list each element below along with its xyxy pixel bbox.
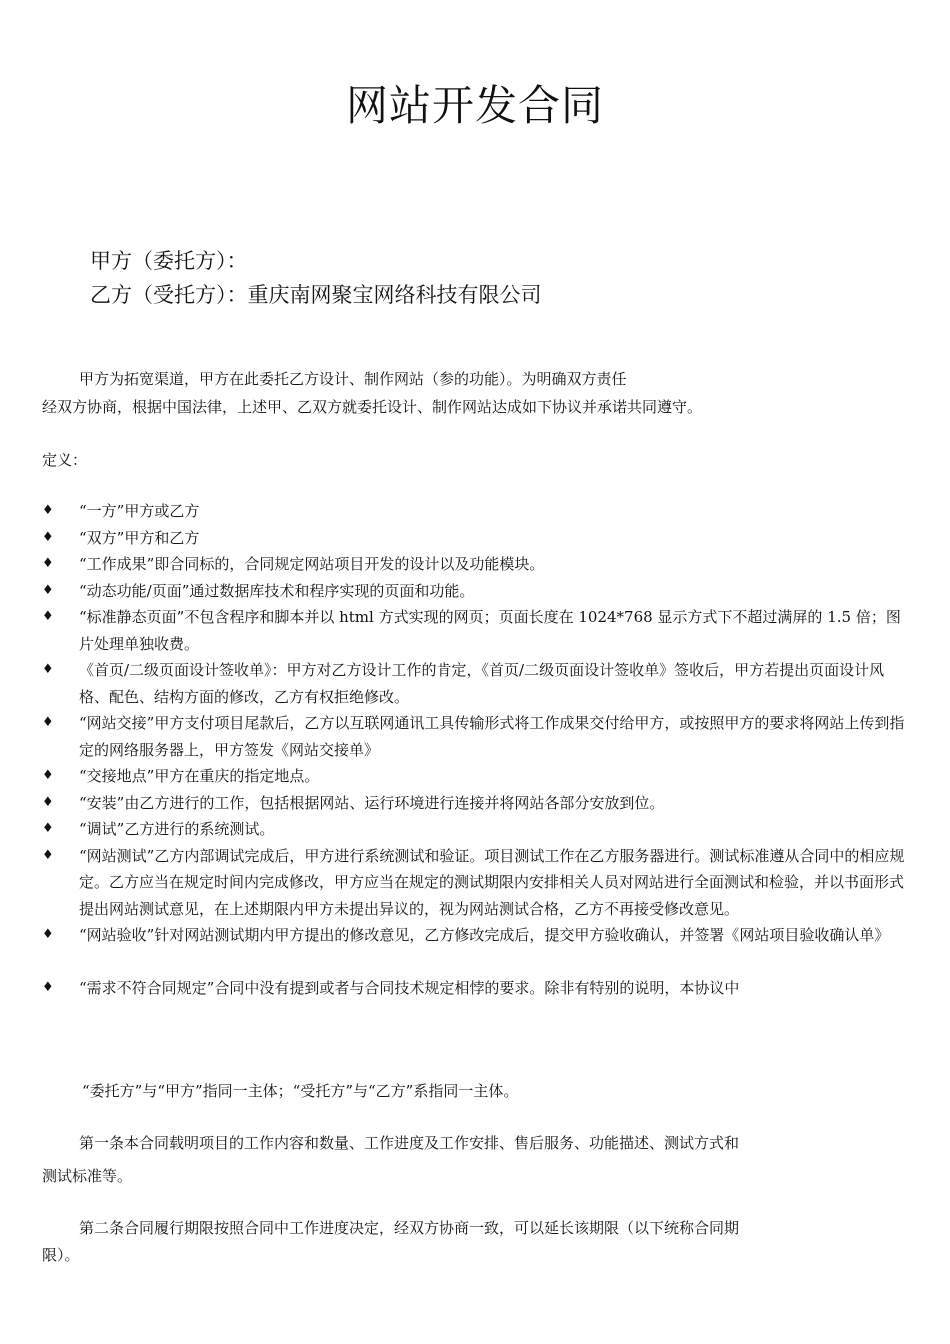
clause-1-line-2: 测试标准等。 (42, 1167, 133, 1185)
definition-text: “交接地点”甲方在重庆的指定地点。 (79, 767, 320, 785)
diamond-bullet-icon: ♦ (42, 768, 54, 783)
definition-item (42, 975, 910, 1002)
definition-text: “网站交接”甲方支付项目尾款后，乙方以互联网通讯工具传输形式将工作成果交付给甲方，或按照甲方的要求将网站上传到指定的网络服务器上，甲方签发《网站交接单》 (79, 714, 905, 759)
definition-item (42, 763, 910, 790)
diamond-bullet-icon: ♦ (42, 847, 54, 863)
definition-item (42, 843, 910, 923)
definition-text: “动态功能/页面”通过数据库技术和程序实现的页面和功能。 (79, 581, 475, 600)
definition-text: “需求不符合同规定”合同中没有提到或者与合同技术规定相悖的要求。除非有特别的说明，本协议中 (79, 978, 740, 997)
clause-2-line-1: 第二条合同履行期限按照合同中工作进度决定，经双方协商一致，可以延长该期限（以下统称合同期 (79, 1219, 740, 1237)
intro-line-2: 经双方协商，根据中国法律，上述甲、乙双方就委托设计、制作网站达成如下协议并承诺共同遵守。 (42, 398, 703, 416)
subject-note: “委托方”与“甲方”指同一主体；“受托方”与“乙方”系指同一主体。 (82, 1082, 519, 1100)
diamond-bullet-icon: ♦ (42, 609, 54, 624)
definition-item (42, 551, 910, 578)
diamond-bullet-icon: ♦ (42, 821, 54, 836)
definition-text: “安装”由乙方进行的工作，包括根据网站、运行环境进行连接并将网站各部分安放到位。 (79, 793, 665, 812)
definition-item (42, 578, 910, 605)
definition-item (42, 657, 910, 710)
document-title: 网站开发合同 (345, 81, 604, 130)
definitions-list (42, 498, 910, 1001)
definition-text: “工作成果”即合同标的，合同规定网站项目开发的设计以及功能模块。 (79, 555, 545, 573)
definition-text: “调试”乙方进行的系统测试。 (79, 820, 275, 838)
diamond-bullet-icon: ♦ (42, 927, 54, 942)
diamond-bullet-icon: ♦ (42, 529, 54, 545)
definition-text: “标准静态页面”不包含程序和脚本并以 html 方式实现的网页；页面长度在 1024*768 显示方式下不超过满屏的 1.5 倍；图片处理单独收费。 (79, 608, 901, 653)
definition-item (42, 498, 910, 525)
diamond-bullet-icon: ♦ (42, 582, 54, 598)
intro-line-1: 甲方为拓宽渠道，甲方在此委托乙方设计、制作网站（参的功能）。为明确双方责任 (79, 370, 627, 388)
definition-item (42, 816, 910, 843)
definition-text: “网站验收”针对网站测试期内甲方提出的修改意见，乙方修改完成后，提交甲方验收确认，并签署《网站项目验收确认单》 (79, 926, 890, 944)
definition-item (42, 604, 910, 657)
party-a-line: 甲方（委托方）： (90, 249, 248, 273)
clause-2-line-2: 限）。 (42, 1246, 80, 1264)
diamond-bullet-icon: ♦ (42, 794, 54, 810)
definition-text: “网站测试”乙方内部调试完成后，甲方进行系统测试和验证。项目测试工作在乙方服务器进行。测试标准遵从合同中的相应规定。乙方应当在规定时间内完成修改，甲方应当在规定的测试期限内安排相关人员对网站进行全面测试和检验，并以书面形式提出网站测试意见，在上述期限内甲方未提出异议的，视为网站测试合格，乙方不再接受修改意见。 (79, 846, 905, 918)
party-b-line: 乙方（受托方）：重庆南网聚宝网络科技有限公司 (90, 283, 542, 307)
definition-item (42, 525, 910, 552)
definition-text: “双方”甲方和乙方 (79, 528, 200, 547)
clause-1-line-1: 第一条本合同载明项目的工作内容和数量、工作进度及工作安排、售后服务、功能描述、测试方式和 (79, 1134, 740, 1152)
definition-item (42, 922, 910, 949)
definition-item (42, 710, 910, 763)
diamond-bullet-icon: ♦ (42, 556, 54, 571)
diamond-bullet-icon: ♦ (42, 662, 54, 677)
diamond-bullet-icon: ♦ (42, 715, 54, 730)
diamond-bullet-icon: ♦ (42, 979, 54, 995)
definition-text: 《首页/二级页面设计签收单》：甲方对乙方设计工作的肯定，《首页/二级页面设计签收单》签收后，甲方若提出页面设计风格、配色、结构方面的修改，乙方有权拒绝修改。 (79, 661, 885, 706)
definition-item (42, 790, 910, 817)
diamond-bullet-icon: ♦ (42, 503, 54, 518)
definitions-heading: 定义： (42, 451, 88, 469)
definition-text: “一方”甲方或乙方 (79, 502, 200, 520)
